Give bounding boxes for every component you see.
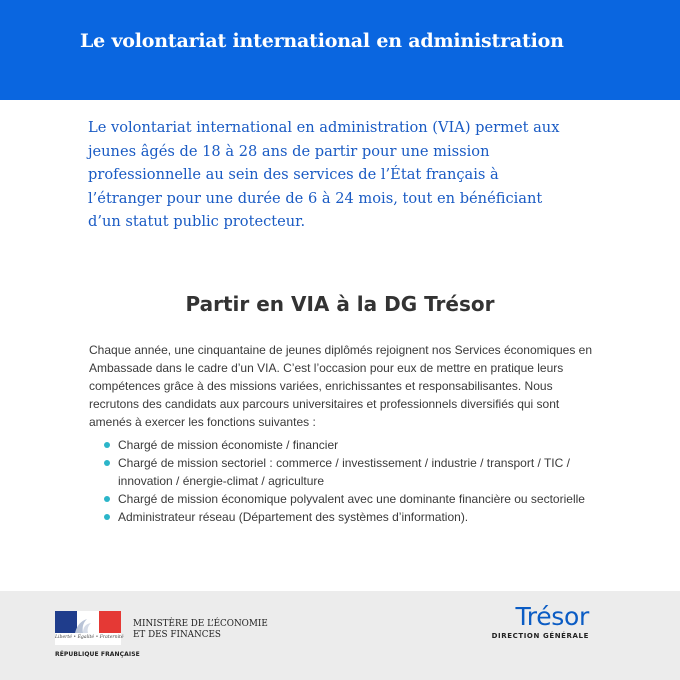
republique-francaise-logo — [55, 611, 124, 645]
section-paragraph: Chaque année, une cinquantaine de jeunes diplômés rejoignent nos Services économiques en Ambassade dans le cadre d’un VIA. C’est l’occasion pour eux de mettre en pratique leurs compétences grâce à des missions variées, enrichissantes et responsabilisantes. Nous recrutons des candidats aux parcours universitaires et professionnels diversifiés qui sont amenés à exercer les fonctions suivantes : — [89, 343, 593, 429]
tresor-subtitle: DIRECTION GÉNÉRALE — [491, 632, 589, 640]
tresor-name: Trésor — [515, 602, 589, 631]
section-title: Partir en VIA à la DG Trésor — [185, 292, 495, 316]
bullet-dot-icon — [104, 460, 110, 466]
bullet-dot-icon — [104, 496, 110, 502]
list-item — [104, 508, 594, 526]
bullet-dot-icon — [104, 514, 110, 520]
intro-paragraph: Le volontariat international en administration (VIA) permet aux jeunes âgés de 18 à 28 ans de partir pour une mission professionnelle au sein des services de l’État français à l’étranger pour une durée de 6 à 24 mois, tout en bénéficiant d’un statut public protecteur. — [88, 119, 560, 230]
marianne-icon — [69, 615, 97, 633]
list-item-text: Chargé de mission économique polyvalent avec une dominante financière ou sectorielle — [118, 492, 585, 506]
page-header — [0, 0, 680, 100]
list-item — [104, 490, 594, 508]
motto-text: Liberté • Égalité • Fraternité — [55, 635, 124, 640]
list-item — [104, 454, 594, 490]
bullet-dot-icon — [104, 442, 110, 448]
ministry-line-1: MINISTÈRE DE L’ÉCONOMIE — [133, 619, 268, 629]
list-item-text: Chargé de mission sectoriel : commerce / investissement / industrie / transport / TIC / innovation / énergie-climat / agriculture — [118, 456, 570, 488]
list-item-text: Chargé de mission économiste / financier — [118, 438, 339, 452]
page-title: Le volontariat international en administration — [80, 30, 564, 52]
tresor-logo — [492, 603, 589, 640]
list-item — [104, 436, 594, 454]
ministry-name — [133, 619, 268, 641]
list-item-text: Administrateur réseau (Département des systèmes d’information). — [118, 510, 469, 524]
ministry-line-2: ET DES FINANCES — [133, 630, 221, 640]
page-footer — [0, 591, 680, 680]
function-list — [104, 436, 594, 526]
republic-label: RÉPUBLIQUE FRANÇAISE — [55, 651, 140, 658]
flag-red-band — [99, 611, 121, 633]
